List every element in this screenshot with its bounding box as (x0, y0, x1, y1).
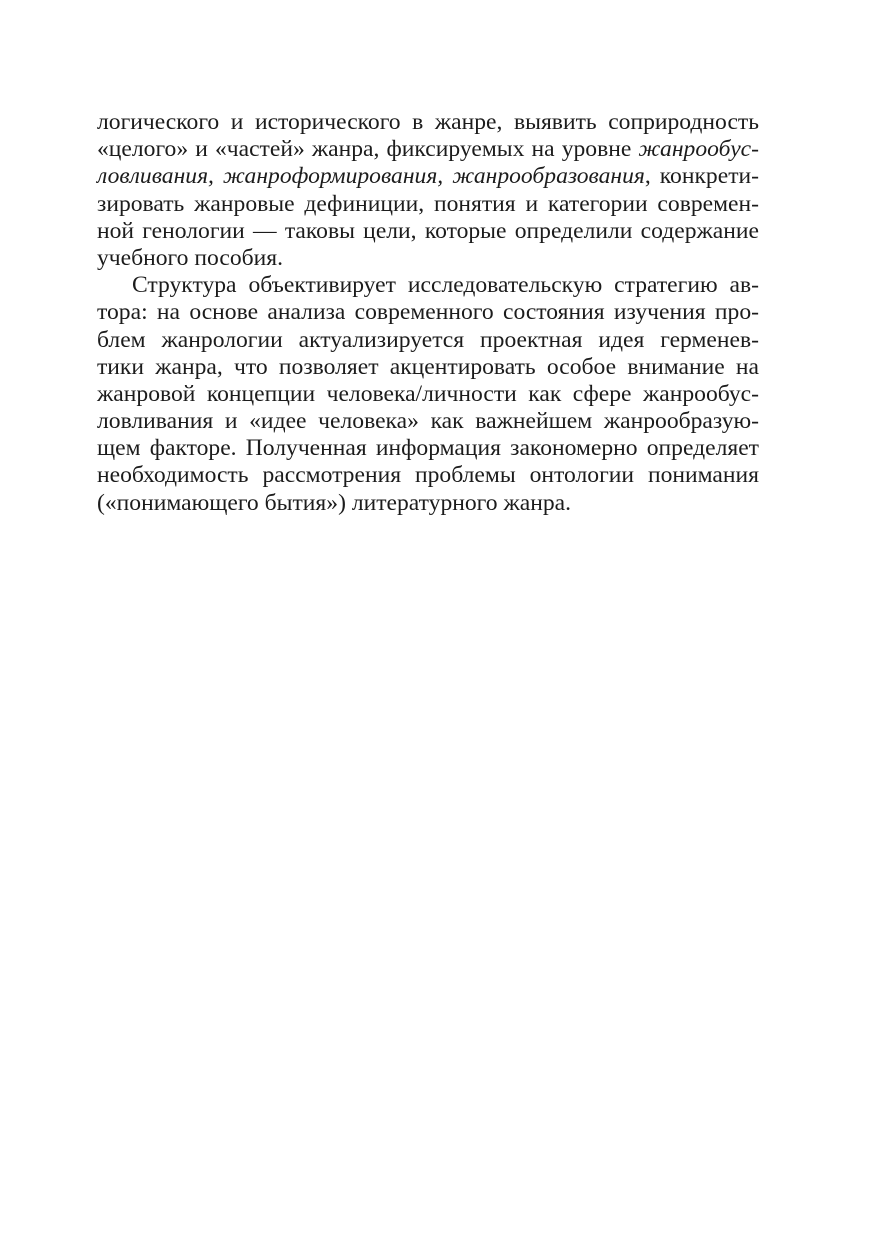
text-line (97, 435, 759, 462)
text-segment: логического и исторического в жанре, выявить соприродность (97, 109, 759, 135)
text-line (97, 163, 759, 190)
text-segment: блем жанрологии актуализируется проектная идея герменев- (97, 326, 759, 353)
text-line (97, 136, 759, 163)
text-segment: учебного пособия. (97, 244, 284, 271)
text-segment: Структура объективирует исследовательскую стратегию ав- (132, 272, 759, 299)
text-line (97, 381, 759, 408)
text-segment: необходимость рассмотрения проблемы онтологии понимания (97, 462, 759, 489)
italic-term: ловливания, жанроформирования, жанрообразования (97, 163, 645, 190)
text-segment: жанровой концепции человека/личности как сфере жанрообус- (97, 380, 759, 407)
italic-term: жанрообус- (638, 136, 759, 163)
text-line (97, 354, 759, 381)
text-segment: , конкрети- (644, 163, 759, 190)
text-line (97, 245, 759, 272)
text-segment: ной генологии — таковы цели, которые определили содержание (97, 217, 759, 244)
text-line (97, 462, 759, 489)
text-line (97, 299, 759, 326)
paragraph-2 (97, 272, 759, 517)
document-page (97, 109, 759, 517)
text-line (97, 109, 759, 136)
text-line (97, 272, 759, 299)
text-segment: щем факторе. Полученная информация закономерно определяет (97, 435, 759, 462)
text-line (97, 191, 759, 218)
text-line (97, 490, 759, 517)
text-line (97, 327, 759, 354)
text-line (97, 218, 759, 245)
text-segment: зировать жанровые дефиниции, понятия и категории современ- (97, 190, 759, 217)
text-line (97, 408, 759, 435)
text-segment: «целого» и «частей» жанра, фиксируемых на уровне (97, 136, 639, 163)
text-segment: («понимающего бытия») литературного жанра. (97, 489, 572, 516)
text-segment: тики жанра, что позволяет акцентировать особое внимание на (97, 353, 759, 380)
paragraph-1 (97, 109, 759, 272)
text-segment: тора: на основе анализа современного состояния изучения про- (97, 299, 759, 326)
text-segment: ловливания и «идее человека» как важнейшем жанрообразую- (97, 408, 759, 435)
